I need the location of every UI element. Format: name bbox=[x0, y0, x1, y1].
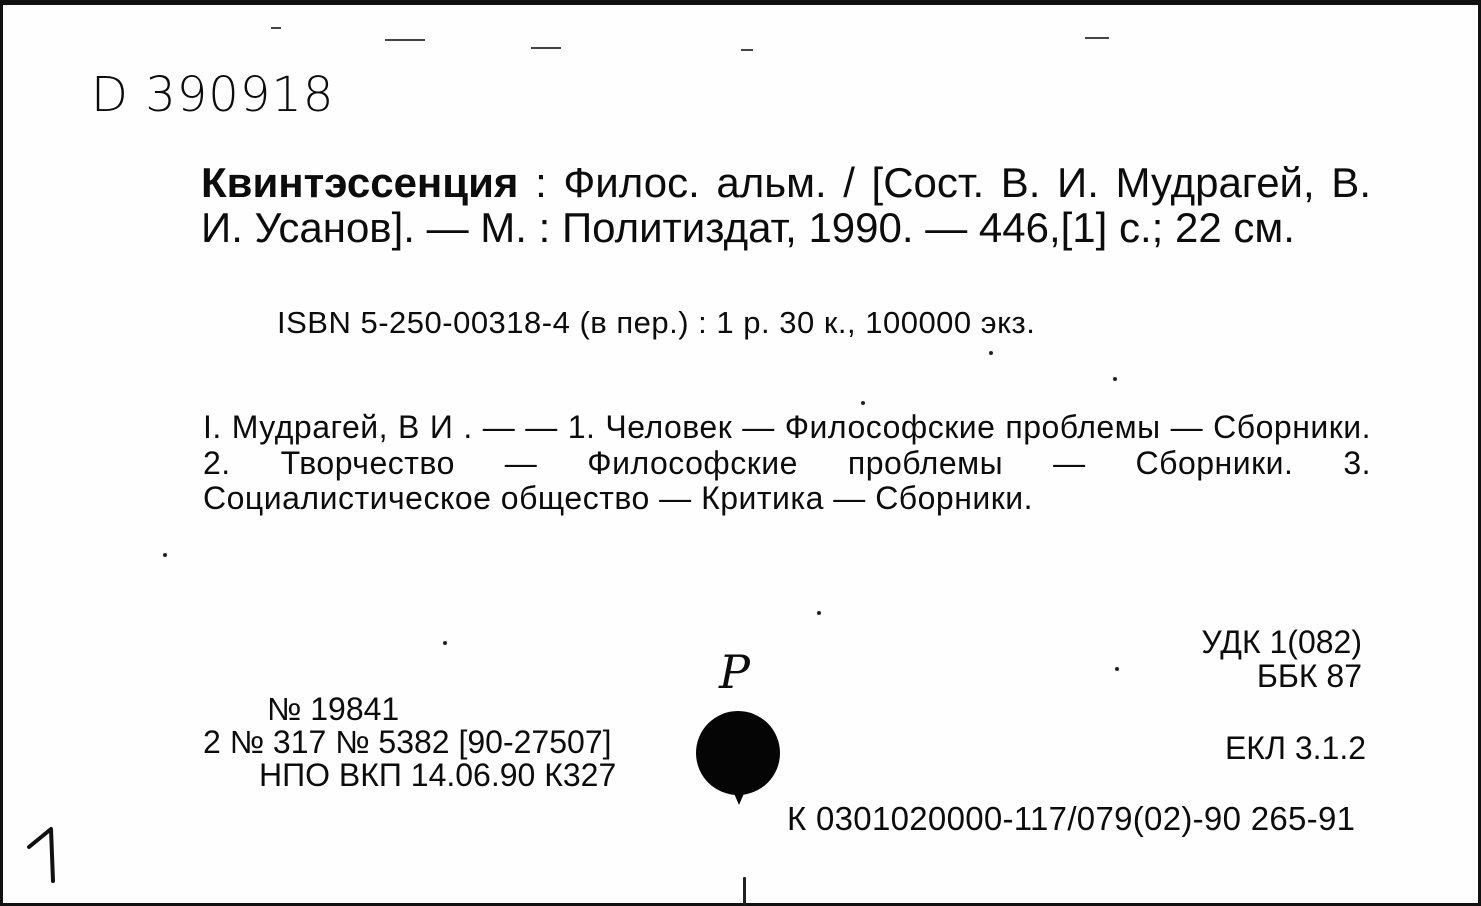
book-title: Квинтэссенция bbox=[201, 159, 519, 206]
printer-line: НПО ВКП 14.06.90 К327 bbox=[259, 757, 617, 793]
scan-speck bbox=[1113, 377, 1117, 381]
handwritten-mark: Р bbox=[719, 645, 750, 699]
scan-artifact bbox=[385, 39, 425, 41]
handwritten-page-number bbox=[21, 825, 71, 885]
punch-hole bbox=[693, 705, 783, 805]
udk-code: УДК 1(082) bbox=[1201, 624, 1362, 660]
inventory-stamp: D 390918 bbox=[91, 67, 335, 123]
catalog-code: К 0301020000-117/079(02)-90 265-91 bbox=[787, 800, 1356, 837]
bibliographic-description bbox=[201, 160, 1371, 250]
order-number: № 19841 bbox=[267, 691, 400, 727]
scan-speck bbox=[861, 401, 865, 405]
scan-speck bbox=[1115, 667, 1119, 671]
scan-speck bbox=[817, 611, 821, 615]
imprint: : Филос. альм. / [Сост. В. И. Мудрагей, В. И. Усанов]. — М. : Политиздат, 1990. — 446,[1] с.; 22 см. bbox=[201, 159, 1371, 251]
scan-speck bbox=[443, 641, 447, 645]
print-run-number: 2 № 317 № 5382 [90-27507] bbox=[203, 724, 612, 760]
scan-speck bbox=[163, 553, 167, 557]
scan-artifact bbox=[531, 47, 561, 49]
scan-artifact bbox=[741, 49, 753, 51]
ekl-code: ЕКЛ 3.1.2 bbox=[1224, 730, 1366, 766]
scan-artifact bbox=[1085, 37, 1109, 39]
print-numbers bbox=[203, 693, 616, 792]
bbk-code: ББК 87 bbox=[1256, 658, 1362, 694]
isbn-line: ISBN 5-250-00318-4 (в пер.) : 1 р. 30 к., 100000 экз. bbox=[277, 305, 1036, 340]
scan-speck bbox=[989, 351, 993, 355]
scan-speck bbox=[743, 877, 746, 905]
scan-artifact bbox=[271, 27, 281, 29]
subject-headings: I. Мудрагей, В И . — — 1. Человек — Философские проблемы — Сборники. 2. Творчество — Философские проблемы — Сборники. 3. Социалистическое общество — Критика — Сборники. bbox=[203, 409, 1371, 516]
classification-block bbox=[1201, 625, 1362, 693]
